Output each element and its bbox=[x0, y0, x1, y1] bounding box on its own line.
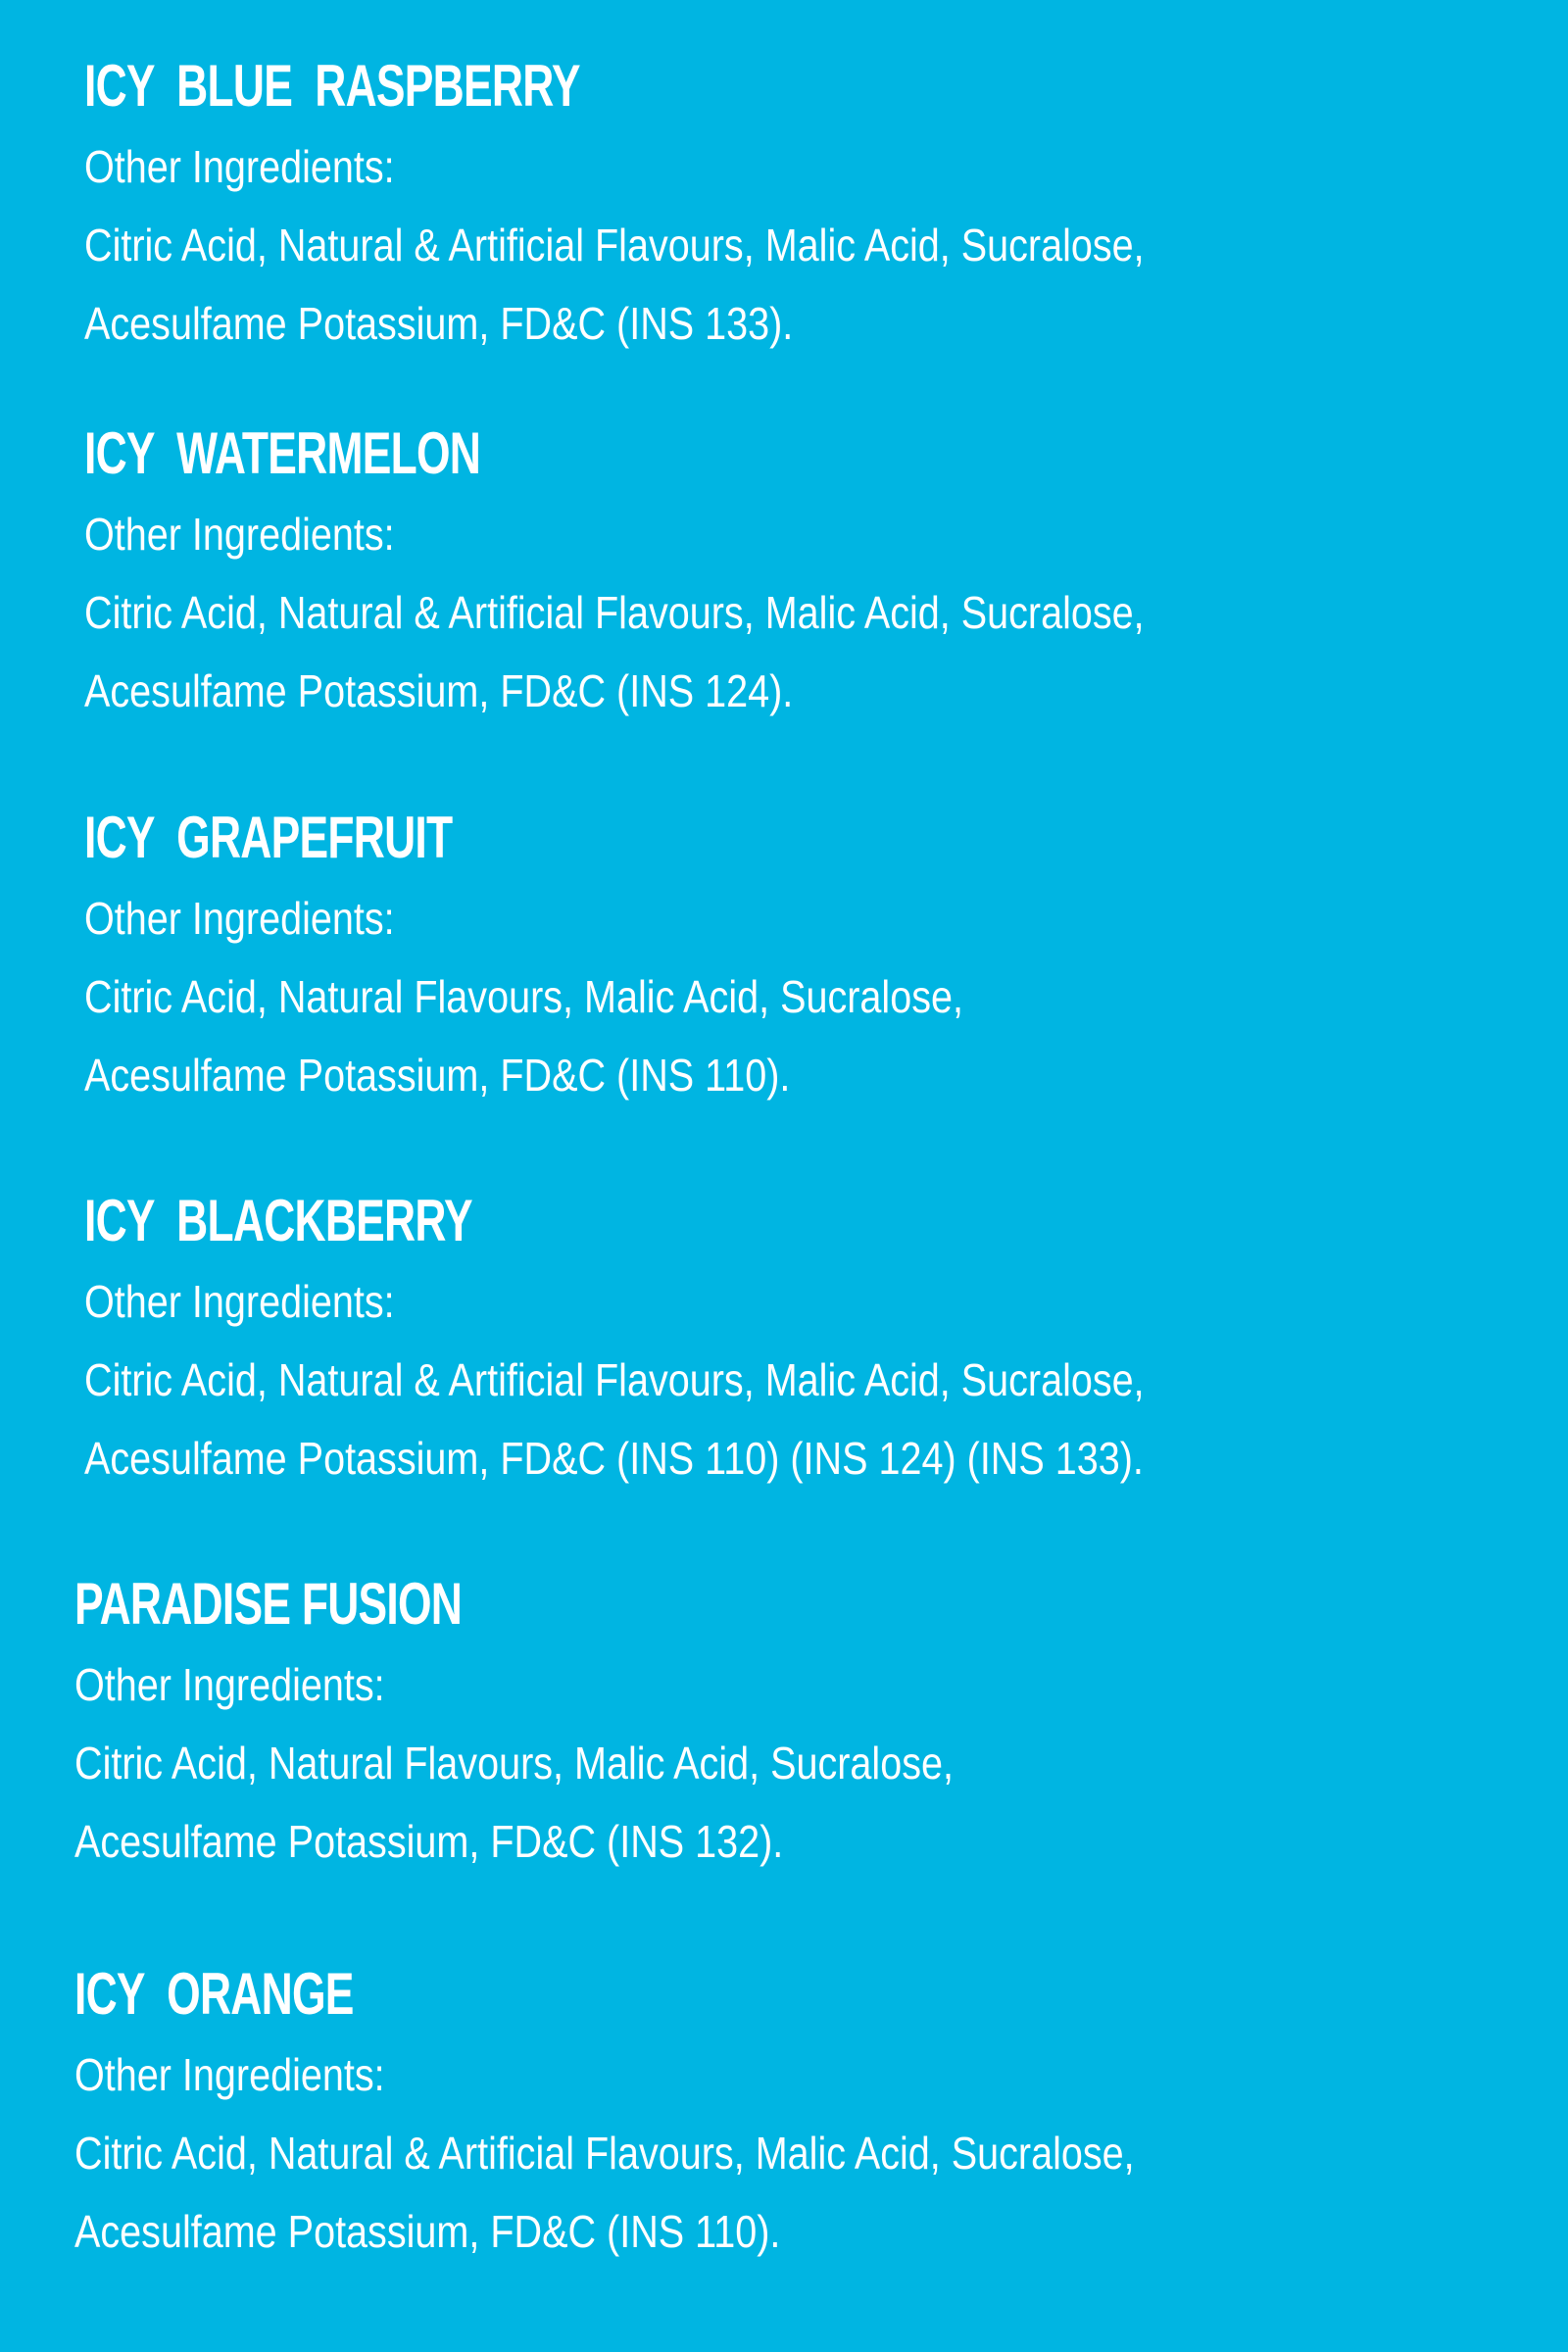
ingredients-line: Acesulfame Potassium, FD&C (INS 110). bbox=[84, 1050, 791, 1101]
other-ingredients-label: Other Ingredients: bbox=[84, 1276, 395, 1327]
ingredients-line: Acesulfame Potassium, FD&C (INS 110) (INS 124) (INS 133). bbox=[84, 1433, 1144, 1484]
flavour-title: ICY ORANGE bbox=[74, 1961, 354, 2027]
other-ingredients-label: Other Ingredients: bbox=[84, 141, 395, 192]
ingredients-line: Citric Acid, Natural & Artificial Flavours, Malic Acid, Sucralose, bbox=[84, 1354, 1145, 1405]
flavour-title: ICY GRAPEFRUIT bbox=[84, 805, 453, 870]
other-ingredients-label: Other Ingredients: bbox=[84, 509, 395, 560]
flavour-section-icy-blue-raspberry bbox=[84, 51, 1554, 355]
flavour-title: PARADISE FUSION bbox=[74, 1571, 463, 1637]
flavour-title: ICY BLUE RASPBERRY bbox=[84, 53, 580, 119]
flavour-section-icy-orange bbox=[74, 1959, 1544, 2263]
other-ingredients-label: Other Ingredients: bbox=[84, 893, 395, 944]
ingredients-line: Acesulfame Potassium, FD&C (INS 132). bbox=[74, 1816, 784, 1867]
ingredients-line: Acesulfame Potassium, FD&C (INS 133). bbox=[84, 298, 794, 349]
flavour-section-icy-blackberry bbox=[84, 1186, 1554, 1490]
flavour-title: ICY WATERMELON bbox=[84, 420, 481, 486]
ingredients-line: Citric Acid, Natural & Artificial Flavours, Malic Acid, Sucralose, bbox=[84, 587, 1145, 638]
other-ingredients-label: Other Ingredients: bbox=[74, 1659, 385, 1710]
ingredients-line: Citric Acid, Natural Flavours, Malic Acid, Sucralose, bbox=[74, 1738, 955, 1788]
flavour-section-icy-watermelon bbox=[84, 418, 1554, 722]
flavour-section-paradise-fusion bbox=[74, 1569, 1544, 1873]
flavour-title: ICY BLACKBERRY bbox=[84, 1188, 472, 1253]
ingredients-line: Citric Acid, Natural & Artificial Flavours, Malic Acid, Sucralose, bbox=[84, 220, 1145, 270]
other-ingredients-label: Other Ingredients: bbox=[74, 2049, 385, 2100]
ingredients-line: Acesulfame Potassium, FD&C (INS 110). bbox=[74, 2206, 781, 2257]
ingredients-line: Citric Acid, Natural Flavours, Malic Acid, Sucralose, bbox=[84, 971, 964, 1022]
flavour-section-icy-grapefruit bbox=[84, 803, 1554, 1106]
ingredients-line: Citric Acid, Natural & Artificial Flavours, Malic Acid, Sucralose, bbox=[74, 2128, 1135, 2179]
ingredients-line: Acesulfame Potassium, FD&C (INS 124). bbox=[84, 665, 794, 716]
